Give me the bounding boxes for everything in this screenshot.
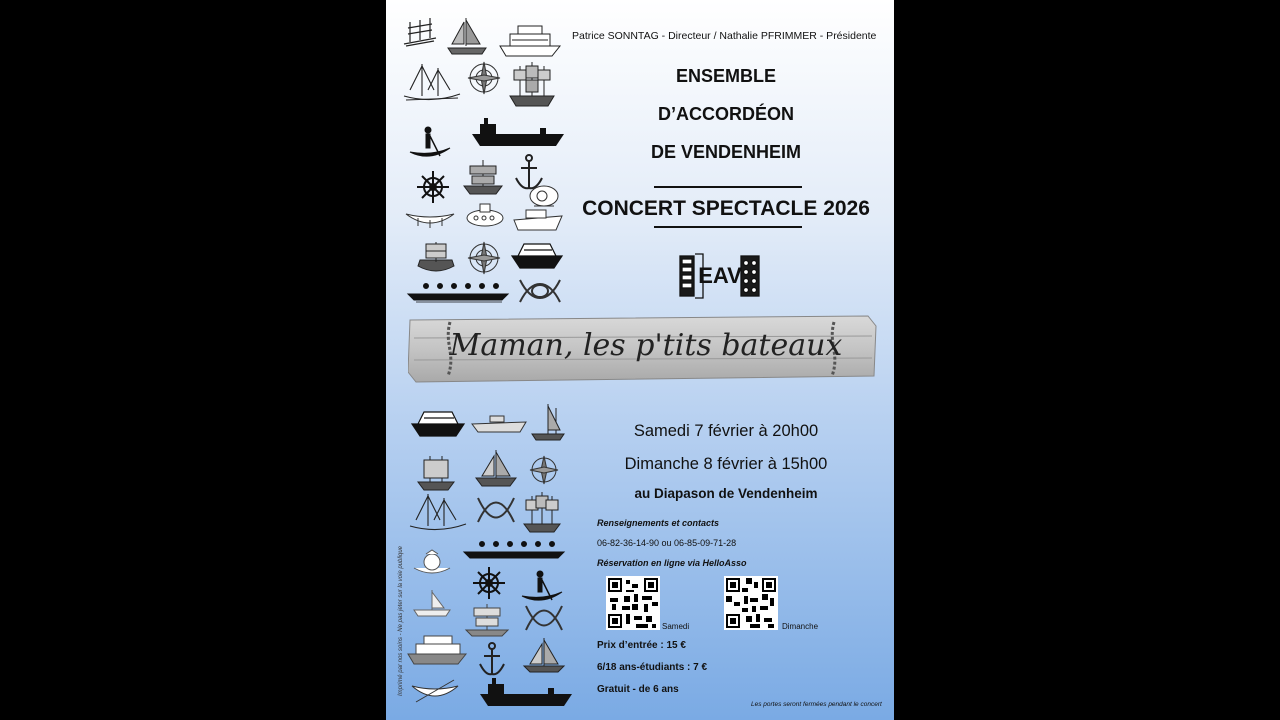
rowing-boat-icon	[410, 676, 460, 712]
qr-label-saturday: Samedi	[662, 622, 690, 631]
ship-icon	[530, 402, 566, 442]
title-line-2: D’ACCORDÉON	[657, 104, 794, 124]
knot-icon	[518, 276, 562, 306]
price-free: Gratuit - de 6 ans	[597, 684, 679, 695]
ship-icon	[444, 14, 490, 58]
helm-icon	[472, 566, 506, 600]
compass-icon	[466, 240, 502, 276]
rowing-boat-icon	[462, 538, 566, 562]
info-heading: Renseignements et contacts	[597, 518, 720, 528]
ship-icon	[474, 448, 518, 488]
reservation-heading: Réservation en ligne via HelloAsso	[597, 558, 747, 568]
ship-icon	[470, 116, 566, 150]
cruise-ship-icon	[410, 404, 466, 440]
ship-icon	[464, 602, 510, 638]
directors-line: Patrice SONNTAG - Directeur / Nathalie PFRIMMER - Présidente	[572, 30, 877, 42]
anchor-icon	[476, 640, 508, 678]
poster	[386, 0, 894, 720]
venue: au Diapason de Vendenheim	[634, 486, 818, 501]
cruise-ship-icon	[406, 632, 468, 668]
rowing-boat-icon	[406, 280, 510, 304]
ship-icon	[478, 676, 574, 710]
divider-bottom	[654, 226, 802, 228]
gondola-icon	[408, 122, 452, 162]
ship-icon	[520, 490, 564, 536]
gondola-icon	[520, 566, 564, 606]
cruise-ship-icon	[498, 20, 562, 60]
compass-icon	[528, 454, 560, 486]
ship-icon	[412, 588, 452, 618]
divider-top	[654, 186, 802, 188]
ship-icon	[400, 16, 440, 52]
helm-icon	[416, 170, 450, 204]
ship-icon	[408, 490, 468, 536]
ship-icon	[522, 636, 566, 674]
ship-icon	[414, 452, 458, 492]
qr-code-sunday[interactable]	[724, 576, 778, 630]
date-sunday: Dimanche 8 février à 15h00	[624, 455, 828, 473]
phone-numbers: 06-82-36-14-90 ou 06-85-09-71-28	[597, 538, 737, 548]
ship-icon	[470, 412, 528, 436]
date-saturday: Samedi 7 février à 20h00	[633, 422, 819, 440]
knot-icon	[476, 494, 516, 526]
title-line-1: ENSEMBLE	[675, 66, 776, 86]
ship-icon	[460, 156, 506, 196]
ship-icon	[506, 58, 558, 110]
qr-code-saturday[interactable]	[606, 576, 660, 630]
rowing-boat-icon	[404, 206, 456, 234]
concert-heading: CONCERT SPECTACLE 2026	[582, 197, 870, 220]
knot-icon	[524, 602, 564, 634]
price-student: 6/18 ans-étudiants : 7 €	[597, 662, 708, 673]
side-note: Imprimé par nos soins - Ne pas jeter sur la voie publique	[398, 545, 404, 697]
title-line-3: DE VENDENHEIM	[650, 142, 802, 162]
submarine-icon	[464, 200, 506, 230]
ship-icon	[402, 60, 462, 106]
price-adult: Prix d’entrée : 15 €	[597, 640, 686, 651]
ship-icon	[512, 206, 564, 234]
qr-label-sunday: Dimanche	[782, 622, 819, 631]
viking-ship-icon	[416, 240, 456, 276]
logo-text: EAV	[698, 263, 742, 288]
ship-icon	[410, 548, 454, 580]
show-title: Maman, les p'tits bateaux	[449, 328, 843, 363]
doors-note: Les portes seront fermées pendant le concert	[751, 701, 882, 708]
accordion-logo-icon	[679, 246, 761, 304]
cruise-ship-icon	[510, 236, 564, 272]
compass-icon	[466, 60, 502, 96]
